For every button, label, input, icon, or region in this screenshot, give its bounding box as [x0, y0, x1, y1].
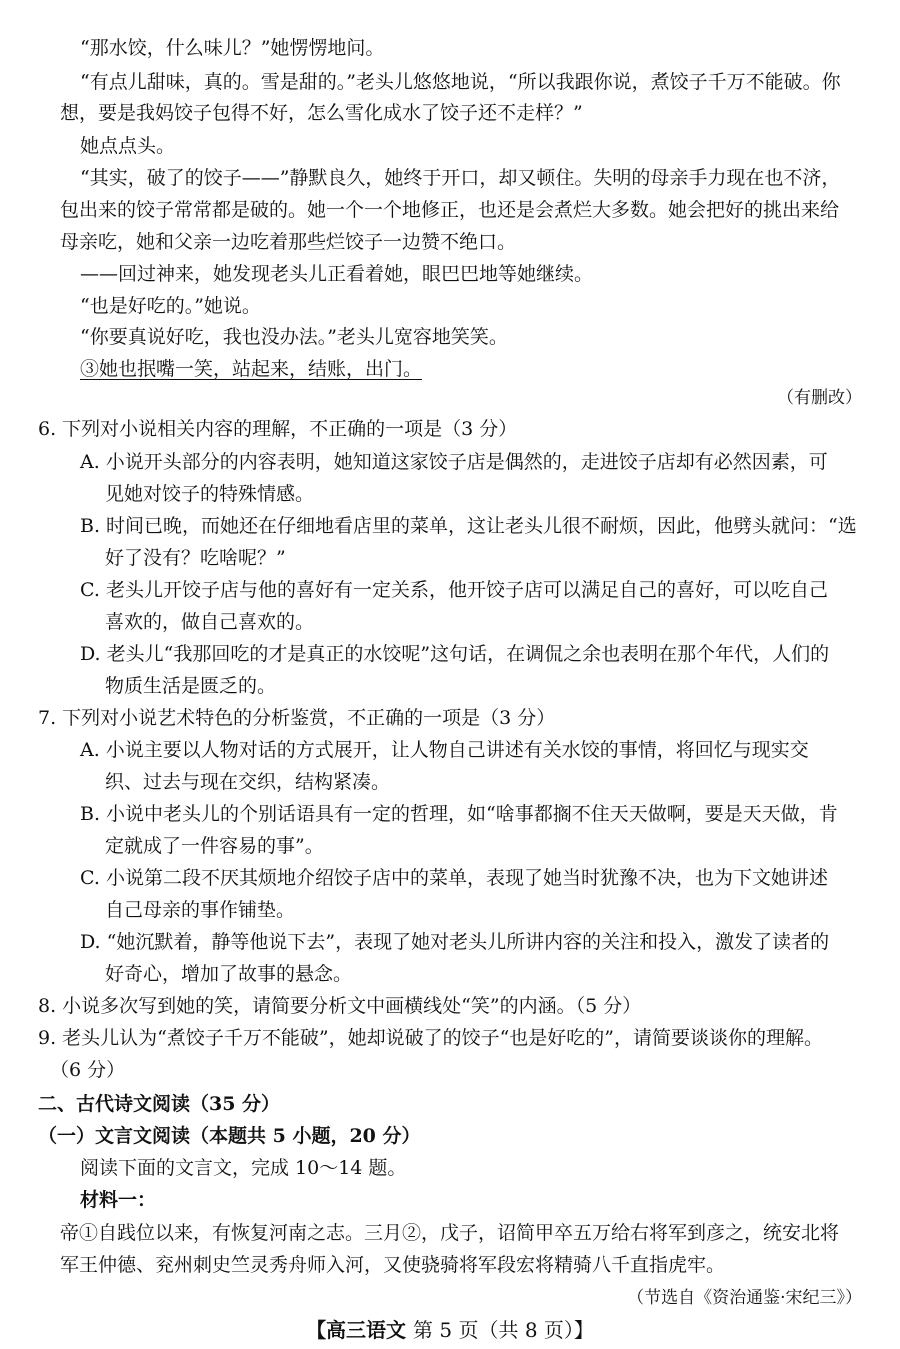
q6-option-a-cont: 见她对饺子的特殊情感。	[105, 483, 315, 505]
footer-page-number: 第 5 页（共 8 页）】	[413, 1318, 594, 1342]
page-footer	[0, 1318, 900, 1342]
q7-option-d: D. “她沉默着，静等他说下去”，表现了她对老头儿所讲内容的关注和投入，激发了读者的	[80, 931, 830, 953]
story-line: “有点儿甜味，真的。雪是甜的。”老头儿悠悠地说，“所以我跟你说，煮饺子千万不能破。你	[80, 71, 841, 93]
story-line: “也是好吃的。”她说。	[80, 295, 261, 317]
q7-option-a: A. 小说主要以人物对话的方式展开，让人物自己讲述有关水饺的事情，将回忆与现实交	[80, 739, 809, 761]
story-line: “你要真说好吃，我也没办法。”老头儿宽容地笑笑。	[80, 326, 508, 348]
question-8-stem: 8. 小说多次写到她的笑，请简要分析文中画横线处“笑”的内涵。（5 分）	[38, 995, 642, 1017]
story-line: “其实，破了的饺子——”静默良久，她终于开口，却又顿住。失明的母亲手力现在也不济，	[80, 167, 841, 189]
material-label: 材料一：	[80, 1189, 157, 1211]
q7-option-a-cont: 织、过去与现在交织，结构紧凑。	[105, 771, 391, 793]
story-line: 想，要是我妈饺子包得不好，怎么雪化成水了饺子还不走样？”	[60, 102, 583, 124]
q7-option-b: B. 小说中老头儿的个别话语具有一定的哲理，如“啥事都搁不住天天做啊，要是天天做，肯	[80, 803, 838, 825]
story-line: 母亲吃，她和父亲一边吃着那些烂饺子一边赞不绝口。	[60, 231, 517, 253]
story-line: 包出来的饺子常常都是破的。她一个一个地修正，也还是会煮烂大多数。她会把好的挑出来给	[60, 199, 840, 221]
q7-option-c: C. 小说第二段不厌其烦地介绍饺子店中的菜单，表现了她当时犹豫不决，也为下文她讲述	[80, 867, 828, 889]
q6-option-c: C. 老头儿开饺子店与他的喜好有一定关系，他开饺子店可以满足自己的喜好，可以吃自己	[80, 579, 828, 601]
material-line: 军王仲德、兖州刺史竺灵秀舟师入河，又使骁骑将军段宏将精骑八千直指虎牢。	[60, 1254, 726, 1276]
edit-note: （有删改）	[777, 388, 862, 408]
material-line: 帝①自践位以来，有恢复河南之志。三月②，戊子，诏简甲卒五万给右将军到彦之，统安北将	[60, 1222, 840, 1244]
underlined-sentence: ③她也抿嘴一笑，站起来，结账，出门。	[80, 358, 423, 380]
q7-option-c-cont: 自己母亲的事作铺垫。	[105, 899, 296, 921]
story-line: “那水饺，什么味儿？”她愣愣地问。	[80, 37, 385, 59]
material-source: （节选自《资治通鉴·宋纪三》）	[627, 1288, 862, 1308]
subsection-title: （一）文言文阅读（本题共 5 小题，20 分）	[38, 1125, 421, 1147]
question-7-stem: 7. 下列对小说艺术特色的分析鉴赏，不正确的一项是（3 分）	[38, 707, 556, 729]
question-9-points: （6 分）	[50, 1059, 126, 1081]
question-6-stem: 6. 下列对小说相关内容的理解，不正确的一项是（3 分）	[38, 418, 518, 440]
q7-option-d-cont: 好奇心，增加了故事的悬念。	[105, 963, 353, 985]
q6-option-d-cont: 物质生活是匮乏的。	[105, 675, 277, 697]
q6-option-d: D. 老头儿“我那回吃的才是真正的水饺呢”这句话，在调侃之余也表明在那个年代，人们的	[80, 643, 830, 665]
q6-option-c-cont: 喜欢的，做自己喜欢的。	[105, 611, 315, 633]
question-9-stem: 9. 老头儿认为“煮饺子千万不能破”，她却说破了的饺子“也是好吃的”，请简要谈谈你的理解。	[38, 1027, 824, 1049]
q6-option-a: A. 小说开头部分的内容表明，她知道这家饺子店是偶然的，走进饺子店却有必然因素，可	[80, 451, 828, 473]
section-intro: 阅读下面的文言文，完成 10～14 题。	[80, 1157, 407, 1179]
section-title: 二、古代诗文阅读（35 分）	[38, 1093, 281, 1115]
q7-option-b-cont: 定就成了一件容易的事”。	[105, 835, 324, 857]
footer-subject: 【高三语文	[306, 1318, 407, 1342]
q6-option-b: B. 时间已晚，而她还在仔细地看店里的菜单，这让老头儿很不耐烦，因此，他劈头就问：“选	[80, 515, 857, 537]
story-line: 她点点头。	[80, 135, 176, 157]
q6-option-b-cont: 好了没有？吃啥呢？”	[105, 547, 286, 569]
story-line: ——回过神来，她发现老头儿正看着她，眼巴巴地等她继续。	[80, 263, 594, 285]
